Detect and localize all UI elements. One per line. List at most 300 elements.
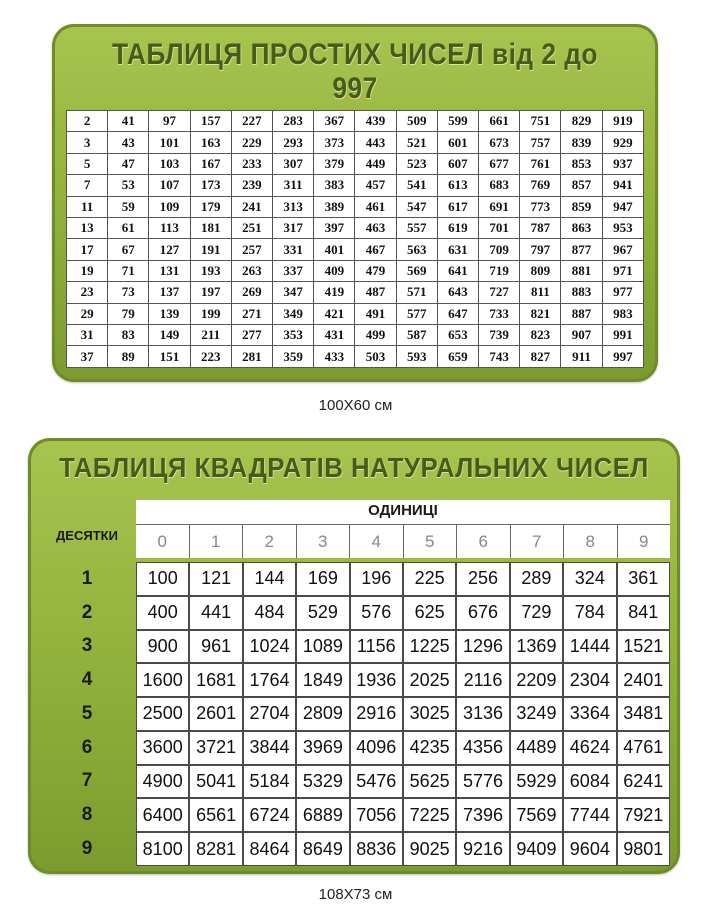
prime-cell: 283 xyxy=(273,111,314,132)
prime-cell: 317 xyxy=(273,218,314,239)
prime-cell: 211 xyxy=(190,325,231,346)
square-cell: 1024 xyxy=(243,630,296,664)
prime-cell: 821 xyxy=(520,303,561,324)
primes-row xyxy=(67,303,644,324)
squares-row xyxy=(38,630,670,664)
prime-cell: 829 xyxy=(561,111,602,132)
prime-cell: 439 xyxy=(355,111,396,132)
unit-digit: 2 xyxy=(242,524,296,558)
prime-cell: 139 xyxy=(149,303,190,324)
prime-cell: 743 xyxy=(479,346,520,368)
square-cell: 484 xyxy=(243,596,296,630)
square-cell: 5476 xyxy=(350,765,403,799)
primes-title: ТАБЛИЦЯ ПРОСТИХ ЧИСЕЛ від 2 до 997 xyxy=(112,38,598,105)
prime-cell: 7 xyxy=(67,175,108,196)
prime-cell: 461 xyxy=(355,196,396,217)
prime-cell: 617 xyxy=(437,196,478,217)
primes-row xyxy=(67,239,644,260)
prime-cell: 769 xyxy=(520,175,561,196)
square-cell: 3969 xyxy=(296,731,349,765)
prime-cell: 677 xyxy=(479,153,520,174)
prime-cell: 809 xyxy=(520,260,561,281)
prime-cell: 71 xyxy=(108,260,149,281)
square-cell: 1936 xyxy=(350,663,403,697)
primes-row xyxy=(67,325,644,346)
prime-cell: 509 xyxy=(396,111,437,132)
prime-cell: 691 xyxy=(479,196,520,217)
square-cell: 100 xyxy=(136,562,189,596)
unit-digit: 6 xyxy=(456,524,510,558)
prime-cell: 311 xyxy=(273,175,314,196)
prime-cell: 751 xyxy=(520,111,561,132)
prime-cell: 131 xyxy=(149,260,190,281)
unit-digit: 8 xyxy=(563,524,617,558)
square-cell: 400 xyxy=(136,596,189,630)
primes-row xyxy=(67,132,644,153)
square-cell: 169 xyxy=(296,562,349,596)
primes-row xyxy=(67,175,644,196)
prime-cell: 277 xyxy=(231,325,272,346)
primes-row xyxy=(67,196,644,217)
primes-row xyxy=(67,282,644,303)
square-cell: 4761 xyxy=(617,731,670,765)
prime-cell: 919 xyxy=(602,111,643,132)
prime-cell: 157 xyxy=(190,111,231,132)
prime-cell: 41 xyxy=(108,111,149,132)
unit-digit: 0 xyxy=(136,524,189,558)
square-cell: 1444 xyxy=(563,630,616,664)
prime-cell: 467 xyxy=(355,239,396,260)
square-cell: 2304 xyxy=(563,663,616,697)
prime-cell: 2 xyxy=(67,111,108,132)
prime-cell: 587 xyxy=(396,325,437,346)
prime-cell: 701 xyxy=(479,218,520,239)
prime-cell: 877 xyxy=(561,239,602,260)
prime-cell: 181 xyxy=(190,218,231,239)
prime-cell: 167 xyxy=(190,153,231,174)
prime-cell: 383 xyxy=(314,175,355,196)
square-cell: 6889 xyxy=(296,798,349,832)
prime-cell: 947 xyxy=(602,196,643,217)
square-cell: 9025 xyxy=(403,832,456,866)
square-cell: 7569 xyxy=(510,798,563,832)
prime-cell: 883 xyxy=(561,282,602,303)
prime-cell: 337 xyxy=(273,260,314,281)
units-label: ОДИНИЦІ xyxy=(368,502,438,519)
prime-cell: 613 xyxy=(437,175,478,196)
prime-cell: 193 xyxy=(190,260,231,281)
prime-cell: 557 xyxy=(396,218,437,239)
square-cell: 3136 xyxy=(456,697,509,731)
prime-cell: 859 xyxy=(561,196,602,217)
prime-cell: 13 xyxy=(67,218,108,239)
square-cell: 2500 xyxy=(136,697,189,731)
primes-size-caption: 100Х60 см xyxy=(318,397,393,414)
square-cell: 8281 xyxy=(189,832,242,866)
square-cell: 1521 xyxy=(617,630,670,664)
prime-cell: 257 xyxy=(231,239,272,260)
square-cell: 841 xyxy=(617,596,670,630)
tens-digit: 3 xyxy=(81,635,93,657)
squares-row xyxy=(38,765,670,799)
prime-cell: 233 xyxy=(231,153,272,174)
squares-row xyxy=(38,562,670,596)
prime-cell: 449 xyxy=(355,153,396,174)
prime-cell: 359 xyxy=(273,346,314,368)
square-cell: 8649 xyxy=(296,832,349,866)
prime-cell: 191 xyxy=(190,239,231,260)
prime-cell: 991 xyxy=(602,325,643,346)
prime-cell: 103 xyxy=(149,153,190,174)
squares-size-caption: 108Х73 см xyxy=(318,886,393,903)
prime-cell: 19 xyxy=(67,260,108,281)
prime-cell: 863 xyxy=(561,218,602,239)
square-cell: 324 xyxy=(563,562,616,596)
square-cell: 1296 xyxy=(456,630,509,664)
square-cell: 1600 xyxy=(136,663,189,697)
prime-cell: 421 xyxy=(314,303,355,324)
prime-cell: 761 xyxy=(520,153,561,174)
square-cell: 144 xyxy=(243,562,296,596)
square-cell: 2209 xyxy=(510,663,563,697)
unit-digit: 9 xyxy=(617,524,671,558)
prime-cell: 941 xyxy=(602,175,643,196)
prime-cell: 229 xyxy=(231,132,272,153)
square-cell: 9216 xyxy=(456,832,509,866)
prime-cell: 37 xyxy=(67,346,108,368)
prime-cell: 271 xyxy=(231,303,272,324)
prime-cell: 89 xyxy=(108,346,149,368)
prime-cell: 647 xyxy=(437,303,478,324)
prime-cell: 977 xyxy=(602,282,643,303)
prime-cell: 199 xyxy=(190,303,231,324)
prime-cell: 59 xyxy=(108,196,149,217)
prime-cell: 983 xyxy=(602,303,643,324)
squares-row xyxy=(38,596,670,630)
squares-row xyxy=(38,798,670,832)
prime-cell: 29 xyxy=(67,303,108,324)
square-cell: 4235 xyxy=(403,731,456,765)
tens-digit: 9 xyxy=(81,838,93,860)
primes-board xyxy=(52,24,658,382)
prime-cell: 197 xyxy=(190,282,231,303)
squares-board xyxy=(28,438,680,874)
prime-cell: 263 xyxy=(231,260,272,281)
square-cell: 6084 xyxy=(563,765,616,799)
prime-cell: 907 xyxy=(561,325,602,346)
prime-cell: 929 xyxy=(602,132,643,153)
square-cell: 676 xyxy=(456,596,509,630)
square-cell: 5625 xyxy=(403,765,456,799)
square-cell: 2704 xyxy=(243,697,296,731)
primes-row xyxy=(67,218,644,239)
square-cell: 441 xyxy=(189,596,242,630)
primes-row xyxy=(67,346,644,368)
prime-cell: 83 xyxy=(108,325,149,346)
prime-cell: 251 xyxy=(231,218,272,239)
prime-cell: 3 xyxy=(67,132,108,153)
prime-cell: 43 xyxy=(108,132,149,153)
prime-cell: 53 xyxy=(108,175,149,196)
prime-cell: 739 xyxy=(479,325,520,346)
prime-cell: 631 xyxy=(437,239,478,260)
square-cell: 2601 xyxy=(189,697,242,731)
prime-cell: 499 xyxy=(355,325,396,346)
square-cell: 196 xyxy=(350,562,403,596)
units-header xyxy=(136,500,670,558)
prime-cell: 397 xyxy=(314,218,355,239)
prime-cell: 463 xyxy=(355,218,396,239)
prime-cell: 853 xyxy=(561,153,602,174)
square-cell: 2025 xyxy=(403,663,456,697)
prime-cell: 307 xyxy=(273,153,314,174)
prime-cell: 787 xyxy=(520,218,561,239)
prime-cell: 389 xyxy=(314,196,355,217)
square-cell: 1225 xyxy=(403,630,456,664)
prime-cell: 47 xyxy=(108,153,149,174)
prime-cell: 23 xyxy=(67,282,108,303)
primes-row xyxy=(67,260,644,281)
square-cell: 576 xyxy=(350,596,403,630)
prime-cell: 373 xyxy=(314,132,355,153)
prime-cell: 619 xyxy=(437,218,478,239)
prime-cell: 773 xyxy=(520,196,561,217)
prime-cell: 11 xyxy=(67,196,108,217)
prime-cell: 5 xyxy=(67,153,108,174)
square-cell: 729 xyxy=(510,596,563,630)
square-cell: 3721 xyxy=(189,731,242,765)
prime-cell: 653 xyxy=(437,325,478,346)
prime-cell: 349 xyxy=(273,303,314,324)
unit-digit: 5 xyxy=(403,524,457,558)
prime-cell: 709 xyxy=(479,239,520,260)
prime-cell: 313 xyxy=(273,196,314,217)
square-cell: 529 xyxy=(296,596,349,630)
square-cell: 7396 xyxy=(456,798,509,832)
square-cell: 3364 xyxy=(563,697,616,731)
prime-cell: 227 xyxy=(231,111,272,132)
square-cell: 5041 xyxy=(189,765,242,799)
square-cell: 6561 xyxy=(189,798,242,832)
prime-cell: 487 xyxy=(355,282,396,303)
square-cell: 8836 xyxy=(350,832,403,866)
prime-cell: 241 xyxy=(231,196,272,217)
prime-cell: 419 xyxy=(314,282,355,303)
prime-cell: 163 xyxy=(190,132,231,153)
prime-cell: 643 xyxy=(437,282,478,303)
prime-cell: 811 xyxy=(520,282,561,303)
square-cell: 3249 xyxy=(510,697,563,731)
square-cell: 6241 xyxy=(617,765,670,799)
square-cell: 361 xyxy=(617,562,670,596)
squares-table-area xyxy=(38,500,670,866)
prime-cell: 569 xyxy=(396,260,437,281)
square-cell: 625 xyxy=(403,596,456,630)
prime-cell: 839 xyxy=(561,132,602,153)
prime-cell: 607 xyxy=(437,153,478,174)
prime-cell: 113 xyxy=(149,218,190,239)
prime-cell: 173 xyxy=(190,175,231,196)
prime-cell: 101 xyxy=(149,132,190,153)
tens-digit: 8 xyxy=(81,804,93,826)
tens-digit: 2 xyxy=(81,601,93,623)
prime-cell: 733 xyxy=(479,303,520,324)
prime-cell: 727 xyxy=(479,282,520,303)
square-cell: 289 xyxy=(510,562,563,596)
square-cell: 225 xyxy=(403,562,456,596)
prime-cell: 409 xyxy=(314,260,355,281)
prime-cell: 911 xyxy=(561,346,602,368)
square-cell: 121 xyxy=(189,562,242,596)
prime-cell: 571 xyxy=(396,282,437,303)
prime-cell: 577 xyxy=(396,303,437,324)
prime-cell: 431 xyxy=(314,325,355,346)
prime-cell: 541 xyxy=(396,175,437,196)
prime-cell: 967 xyxy=(602,239,643,260)
prime-cell: 281 xyxy=(231,346,272,368)
square-cell: 1369 xyxy=(510,630,563,664)
prime-cell: 433 xyxy=(314,346,355,368)
prime-cell: 659 xyxy=(437,346,478,368)
prime-cell: 137 xyxy=(149,282,190,303)
primes-row xyxy=(67,111,644,132)
tens-digit: 5 xyxy=(81,702,93,724)
tens-digit: 4 xyxy=(81,669,93,691)
prime-cell: 887 xyxy=(561,303,602,324)
squares-title: ТАБЛИЦЯ КВАДРАТІВ НАТУРАЛЬНИХ ЧИСЕЛ xyxy=(59,452,649,483)
prime-cell: 73 xyxy=(108,282,149,303)
tens-digit: 7 xyxy=(81,770,93,792)
prime-cell: 823 xyxy=(520,325,561,346)
prime-cell: 547 xyxy=(396,196,437,217)
prime-cell: 953 xyxy=(602,218,643,239)
square-cell: 3481 xyxy=(617,697,670,731)
primes-table xyxy=(66,110,644,368)
square-cell: 3600 xyxy=(136,731,189,765)
prime-cell: 367 xyxy=(314,111,355,132)
prime-cell: 641 xyxy=(437,260,478,281)
prime-cell: 491 xyxy=(355,303,396,324)
prime-cell: 347 xyxy=(273,282,314,303)
prime-cell: 757 xyxy=(520,132,561,153)
square-cell: 3025 xyxy=(403,697,456,731)
square-cell: 6400 xyxy=(136,798,189,832)
prime-cell: 179 xyxy=(190,196,231,217)
prime-cell: 521 xyxy=(396,132,437,153)
prime-cell: 149 xyxy=(149,325,190,346)
prime-cell: 479 xyxy=(355,260,396,281)
prime-cell: 379 xyxy=(314,153,355,174)
square-cell: 7225 xyxy=(403,798,456,832)
unit-digit: 3 xyxy=(296,524,350,558)
prime-cell: 269 xyxy=(231,282,272,303)
square-cell: 4489 xyxy=(510,731,563,765)
squares-row xyxy=(38,697,670,731)
prime-cell: 331 xyxy=(273,239,314,260)
square-cell: 2809 xyxy=(296,697,349,731)
square-cell: 9801 xyxy=(617,832,670,866)
prime-cell: 31 xyxy=(67,325,108,346)
square-cell: 5776 xyxy=(456,765,509,799)
square-cell: 7921 xyxy=(617,798,670,832)
square-cell: 4356 xyxy=(456,731,509,765)
prime-cell: 443 xyxy=(355,132,396,153)
prime-cell: 457 xyxy=(355,175,396,196)
prime-cell: 971 xyxy=(602,260,643,281)
square-cell: 5329 xyxy=(296,765,349,799)
prime-cell: 293 xyxy=(273,132,314,153)
prime-cell: 563 xyxy=(396,239,437,260)
square-cell: 8100 xyxy=(136,832,189,866)
prime-cell: 503 xyxy=(355,346,396,368)
squares-row xyxy=(38,731,670,765)
square-cell: 9409 xyxy=(510,832,563,866)
prime-cell: 79 xyxy=(108,303,149,324)
square-cell: 5929 xyxy=(510,765,563,799)
prime-cell: 599 xyxy=(437,111,478,132)
square-cell: 961 xyxy=(189,630,242,664)
prime-cell: 673 xyxy=(479,132,520,153)
square-cell: 8464 xyxy=(243,832,296,866)
tens-header: ДЕСЯТКИ xyxy=(56,527,118,543)
square-cell: 784 xyxy=(563,596,616,630)
prime-cell: 797 xyxy=(520,239,561,260)
square-cell: 4096 xyxy=(350,731,403,765)
square-cell: 4624 xyxy=(563,731,616,765)
prime-cell: 223 xyxy=(190,346,231,368)
squares-table xyxy=(38,562,670,866)
square-cell: 1764 xyxy=(243,663,296,697)
prime-cell: 997 xyxy=(602,346,643,368)
prime-cell: 593 xyxy=(396,346,437,368)
prime-cell: 127 xyxy=(149,239,190,260)
prime-cell: 239 xyxy=(231,175,272,196)
prime-cell: 17 xyxy=(67,239,108,260)
prime-cell: 67 xyxy=(108,239,149,260)
prime-cell: 601 xyxy=(437,132,478,153)
square-cell: 1681 xyxy=(189,663,242,697)
prime-cell: 353 xyxy=(273,325,314,346)
squares-row xyxy=(38,832,670,866)
square-cell: 9604 xyxy=(563,832,616,866)
square-cell: 256 xyxy=(456,562,509,596)
square-cell: 2116 xyxy=(456,663,509,697)
unit-digit: 7 xyxy=(510,524,564,558)
prime-cell: 881 xyxy=(561,260,602,281)
prime-cell: 937 xyxy=(602,153,643,174)
prime-cell: 151 xyxy=(149,346,190,368)
prime-cell: 61 xyxy=(108,218,149,239)
square-cell: 6724 xyxy=(243,798,296,832)
primes-row xyxy=(67,153,644,174)
square-cell: 5184 xyxy=(243,765,296,799)
prime-cell: 401 xyxy=(314,239,355,260)
squares-row xyxy=(38,663,670,697)
square-cell: 7744 xyxy=(563,798,616,832)
units-row xyxy=(136,524,670,558)
square-cell: 900 xyxy=(136,630,189,664)
prime-cell: 523 xyxy=(396,153,437,174)
prime-cell: 97 xyxy=(149,111,190,132)
square-cell: 7056 xyxy=(350,798,403,832)
prime-cell: 719 xyxy=(479,260,520,281)
prime-cell: 661 xyxy=(479,111,520,132)
prime-cell: 109 xyxy=(149,196,190,217)
tens-digit: 6 xyxy=(81,736,93,758)
square-cell: 4900 xyxy=(136,765,189,799)
square-cell: 1089 xyxy=(296,630,349,664)
prime-cell: 857 xyxy=(561,175,602,196)
